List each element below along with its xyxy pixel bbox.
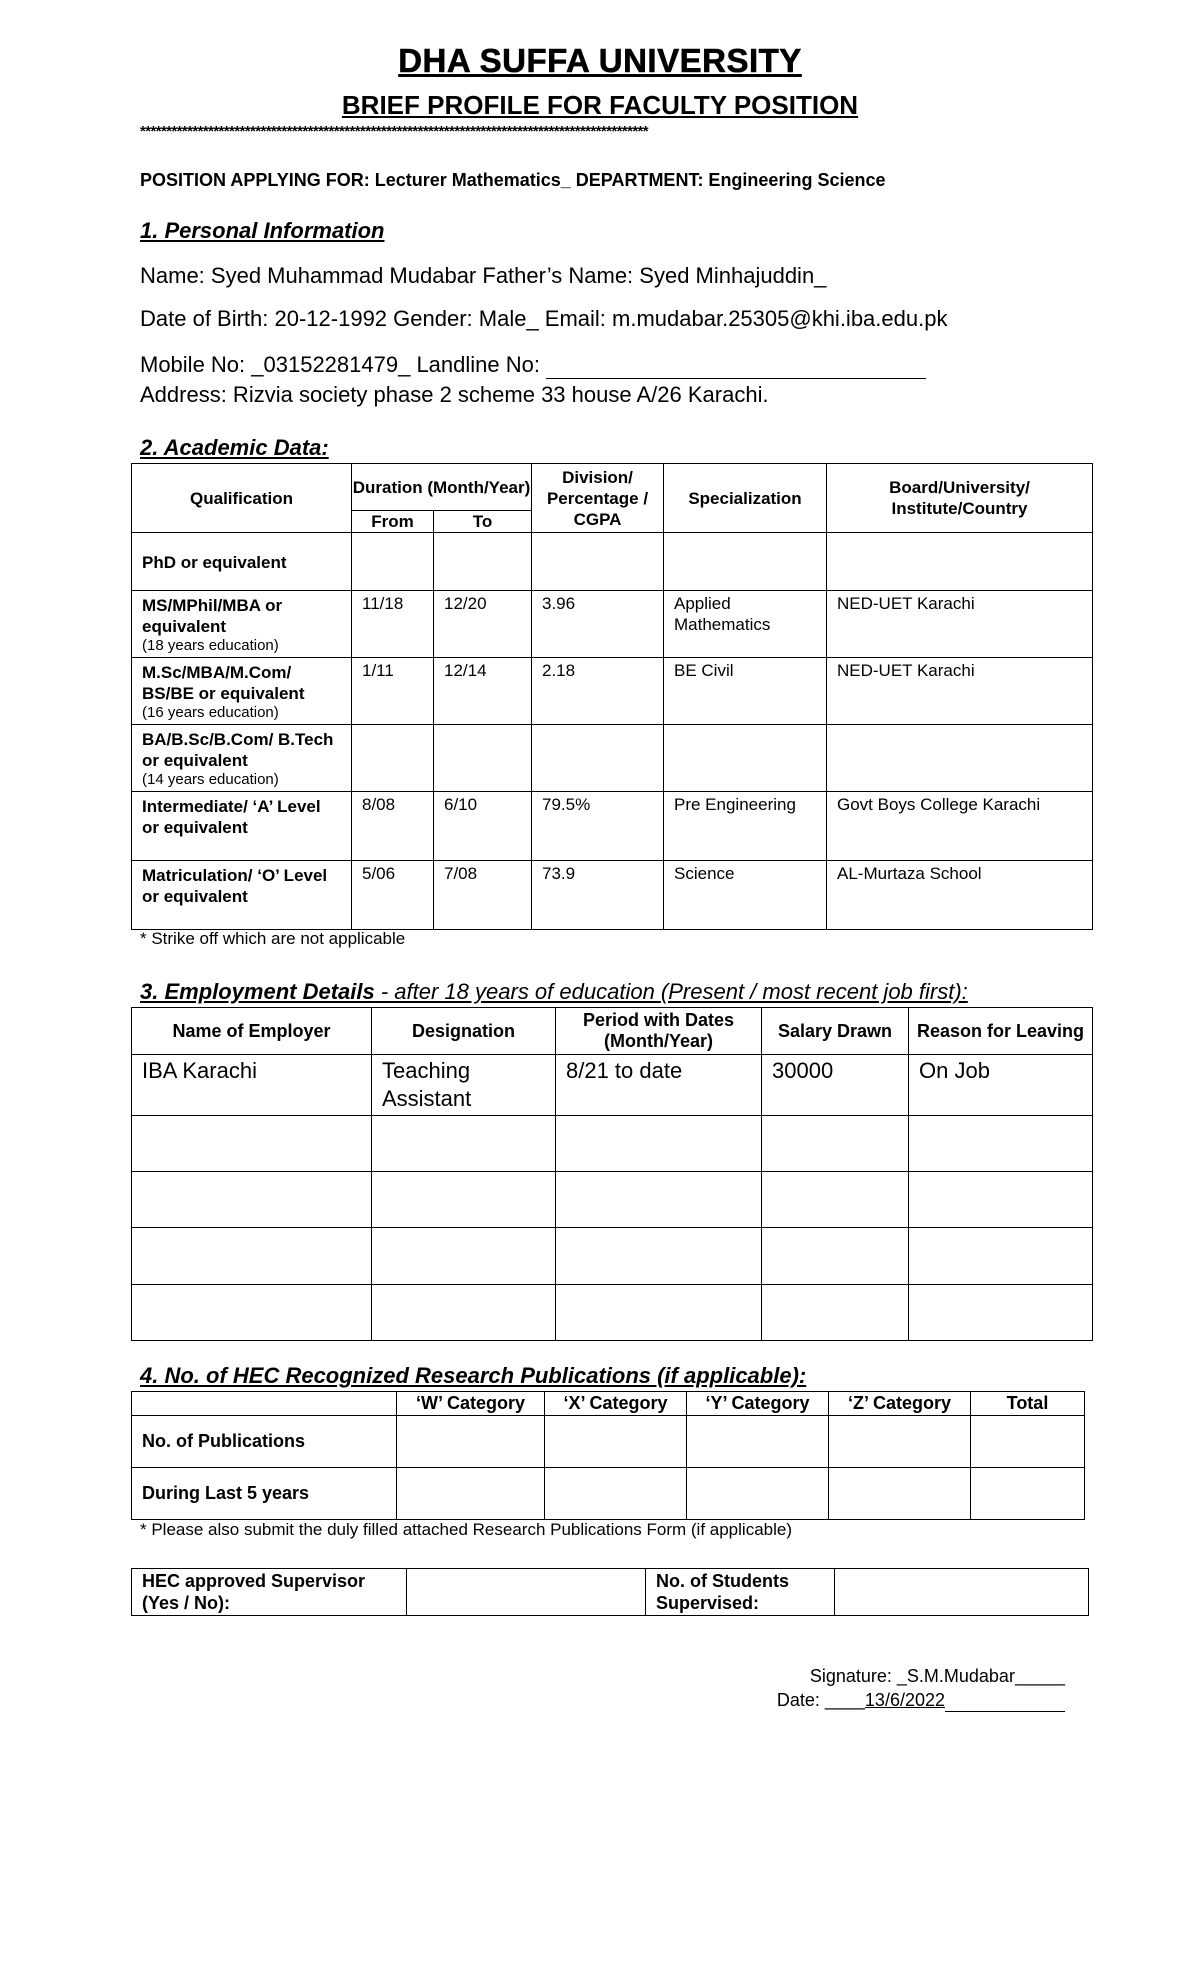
- employer-cell[interactable]: [132, 1172, 372, 1228]
- from-cell[interactable]: 8/08: [352, 792, 434, 861]
- students-supervised-value[interactable]: [835, 1569, 1089, 1616]
- table-row: [132, 1116, 1093, 1172]
- table-row: [132, 591, 1093, 658]
- academic-data-heading: 2. Academic Data:: [140, 435, 329, 460]
- table-row: [132, 533, 1093, 591]
- form-title: BRIEF PROFILE FOR FACULTY POSITION: [341, 90, 859, 120]
- reason-cell[interactable]: [909, 1285, 1093, 1341]
- last-five-years-label: During Last 5 years: [132, 1468, 397, 1520]
- qualification-cell: Matriculation/ ‘O’ Level or equivalent: [142, 866, 328, 906]
- col-board: Board/University/ Institute/Country: [827, 464, 1093, 533]
- designation-cell[interactable]: [372, 1116, 556, 1172]
- table-row: [132, 1228, 1093, 1285]
- hec-supervisor-label: HEC approved Supervisor (Yes / No):: [132, 1569, 407, 1616]
- qualification-cell: M.Sc/MBA/M.Com/ BS/BE or equivalent: [142, 663, 305, 703]
- personal-info-heading: 1. Personal Information: [140, 218, 385, 243]
- from-cell[interactable]: [352, 533, 434, 591]
- employer-cell[interactable]: [132, 1285, 372, 1341]
- qualification-note: (16 years education): [142, 704, 279, 721]
- dob-line: Date of Birth: 20-12-1992 Gender: Male_ Email: m.mudabar.25305@khi.iba.edu.pk: [140, 306, 948, 331]
- to-cell[interactable]: [434, 725, 532, 792]
- col-employer: Name of Employer: [132, 1008, 372, 1055]
- division-cell[interactable]: [532, 533, 664, 591]
- col-w-category: ‘W’ Category: [397, 1392, 545, 1416]
- period-cell[interactable]: [556, 1285, 762, 1341]
- publications-count-label: No. of Publications: [132, 1416, 397, 1468]
- division-cell[interactable]: 73.9: [532, 861, 664, 930]
- total-count-cell[interactable]: [971, 1416, 1085, 1468]
- total-recent-cell[interactable]: [971, 1468, 1085, 1520]
- col-from: From: [352, 511, 434, 533]
- publications-heading: 4. No. of HEC Recognized Research Publications (if applicable):: [140, 1363, 807, 1388]
- to-cell[interactable]: 6/10: [434, 792, 532, 861]
- employment-table: [131, 1007, 1093, 1341]
- z-recent-cell[interactable]: [829, 1468, 971, 1520]
- col-reason: Reason for Leaving: [909, 1008, 1093, 1055]
- separator-line: *************************************************************************************************: [140, 123, 649, 140]
- position-line: POSITION APPLYING FOR: Lecturer Mathematics_ DEPARTMENT: Engineering Science: [140, 170, 886, 190]
- date-value: 13/6/2022: [864, 1690, 945, 1710]
- signature-line: Signature: _S.M.Mudabar_____: [809, 1666, 1065, 1686]
- salary-cell[interactable]: [762, 1285, 909, 1341]
- academic-table: [131, 463, 1093, 930]
- qualification-note: (14 years education): [142, 771, 279, 788]
- to-cell[interactable]: [434, 533, 532, 591]
- reason-cell[interactable]: [909, 1116, 1093, 1172]
- specialization-cell[interactable]: [664, 725, 827, 792]
- col-duration: Duration (Month/Year): [352, 464, 532, 511]
- division-cell[interactable]: [532, 725, 664, 792]
- employer-cell[interactable]: [132, 1116, 372, 1172]
- col-y-category: ‘Y’ Category: [687, 1392, 829, 1416]
- y-count-cell[interactable]: [687, 1416, 829, 1468]
- salary-cell[interactable]: [762, 1116, 909, 1172]
- date-prefix: Date: ____: [776, 1690, 865, 1710]
- mobile-line: [140, 352, 926, 379]
- w-recent-cell[interactable]: [397, 1468, 545, 1520]
- division-cell[interactable]: 2.18: [532, 658, 664, 725]
- col-qualification: Qualification: [132, 464, 352, 533]
- z-count-cell[interactable]: [829, 1416, 971, 1468]
- employer-cell[interactable]: [132, 1228, 372, 1285]
- col-to: To: [434, 511, 532, 533]
- board-cell[interactable]: AL-Murtaza School: [827, 861, 1093, 930]
- reason-cell[interactable]: On Job: [909, 1055, 1093, 1116]
- col-x-category: ‘X’ Category: [545, 1392, 687, 1416]
- specialization-cell[interactable]: BE Civil: [664, 658, 827, 725]
- table-row: [132, 1285, 1093, 1341]
- from-cell[interactable]: 11/18: [352, 591, 434, 658]
- academic-footnote: * Strike off which are not applicable: [140, 929, 406, 948]
- to-cell[interactable]: 12/20: [434, 591, 532, 658]
- table-row: [132, 1468, 1085, 1520]
- division-cell[interactable]: 79.5%: [532, 792, 664, 861]
- reason-cell[interactable]: [909, 1172, 1093, 1228]
- landline-blank[interactable]: [546, 352, 926, 379]
- supervisor-table: [131, 1568, 1089, 1616]
- from-cell[interactable]: [352, 725, 434, 792]
- name-line: Name: Syed Muhammad Mudabar Father’s Name: Syed Minhajuddin_: [140, 263, 827, 288]
- date-line: [777, 1690, 1065, 1712]
- from-cell[interactable]: 1/11: [352, 658, 434, 725]
- designation-cell[interactable]: [372, 1285, 556, 1341]
- y-recent-cell[interactable]: [687, 1468, 829, 1520]
- to-cell[interactable]: 12/14: [434, 658, 532, 725]
- w-count-cell[interactable]: [397, 1416, 545, 1468]
- table-row: [132, 1172, 1093, 1228]
- to-cell[interactable]: 7/08: [434, 861, 532, 930]
- specialization-cell[interactable]: Applied Mathematics: [664, 591, 827, 658]
- col-specialization: Specialization: [664, 464, 827, 533]
- col-designation: Designation: [372, 1008, 556, 1055]
- reason-cell[interactable]: [909, 1228, 1093, 1285]
- table-row: [132, 658, 1093, 725]
- publications-footnote: * Please also submit the duly filled attached Research Publications Form (if applicable): [140, 1520, 792, 1539]
- board-cell[interactable]: [827, 533, 1093, 591]
- board-cell[interactable]: Govt Boys College Karachi: [827, 792, 1093, 861]
- students-supervised-label: No. of Students Supervised:: [646, 1569, 835, 1616]
- table-row: [132, 792, 1093, 861]
- table-row: [132, 861, 1093, 930]
- table-row: [132, 725, 1093, 792]
- table-row: [132, 1416, 1085, 1468]
- salary-cell[interactable]: 30000: [762, 1055, 909, 1116]
- col-total: Total: [971, 1392, 1085, 1416]
- period-cell[interactable]: [556, 1116, 762, 1172]
- x-recent-cell[interactable]: [545, 1468, 687, 1520]
- employer-cell[interactable]: IBA Karachi: [132, 1055, 372, 1116]
- qualification-note: (18 years education): [142, 637, 279, 654]
- date-blank: [945, 1690, 1065, 1712]
- division-cell[interactable]: 3.96: [532, 591, 664, 658]
- specialization-cell[interactable]: Pre Engineering: [664, 792, 827, 861]
- table-row: [132, 1055, 1093, 1116]
- board-cell[interactable]: NED-UET Karachi: [827, 591, 1093, 658]
- specialization-cell[interactable]: [664, 533, 827, 591]
- employment-heading-suffix: - after 18 years of education (Present / most recent job first):: [374, 979, 968, 1004]
- board-cell[interactable]: NED-UET Karachi: [827, 658, 1093, 725]
- col-salary: Salary Drawn: [762, 1008, 909, 1055]
- salary-cell[interactable]: [762, 1172, 909, 1228]
- designation-cell[interactable]: [372, 1172, 556, 1228]
- hec-supervisor-value[interactable]: [407, 1569, 646, 1616]
- col-period: Period with Dates (Month/Year): [556, 1008, 762, 1055]
- from-cell[interactable]: 5/06: [352, 861, 434, 930]
- university-name: DHA SUFFA UNIVERSITY: [398, 42, 802, 79]
- employment-heading-line: [140, 979, 968, 1005]
- designation-cell[interactable]: Teaching Assistant: [372, 1055, 556, 1116]
- mobile-line-text: Mobile No: _03152281479_ Landline No:: [140, 352, 540, 377]
- col-z-category: ‘Z’ Category: [829, 1392, 971, 1416]
- designation-cell[interactable]: [372, 1228, 556, 1285]
- address-line: Address: Rizvia society phase 2 scheme 33 house A/26 Karachi.: [140, 382, 769, 407]
- specialization-cell[interactable]: Science: [664, 861, 827, 930]
- col-blank: [132, 1392, 397, 1416]
- period-cell[interactable]: [556, 1228, 762, 1285]
- qualification-cell: MS/MPhil/MBA or equivalent: [142, 596, 283, 636]
- salary-cell[interactable]: [762, 1228, 909, 1285]
- x-count-cell[interactable]: [545, 1416, 687, 1468]
- col-division: Division/ Percentage / CGPA: [532, 464, 664, 533]
- publications-table: [131, 1391, 1085, 1520]
- employment-heading: 3. Employment Details: [140, 979, 375, 1004]
- board-cell[interactable]: [827, 725, 1093, 792]
- qualification-cell: BA/B.Sc/B.Com/ B.Tech or equivalent: [142, 730, 334, 770]
- period-cell[interactable]: [556, 1172, 762, 1228]
- qualification-cell: Intermediate/ ‘A’ Level or equivalent: [142, 797, 321, 837]
- period-cell[interactable]: 8/21 to date: [556, 1055, 762, 1116]
- qualification-cell: PhD or equivalent: [142, 553, 287, 572]
